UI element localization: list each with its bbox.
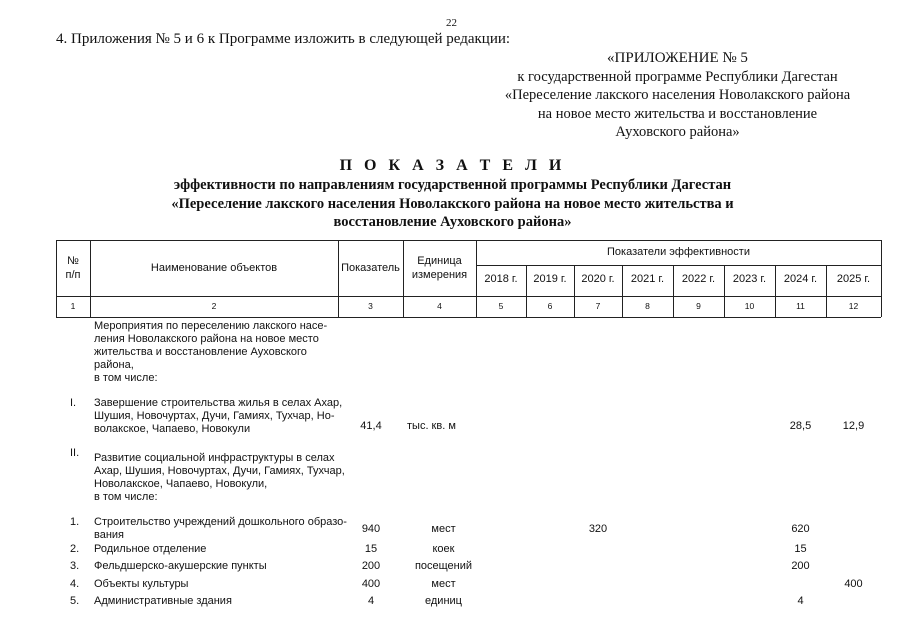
row-value-2024: 4 <box>797 595 804 607</box>
header-indicator: Показатель <box>341 262 400 274</box>
row-indicator: 4 <box>367 595 375 607</box>
header-num: № п/п <box>65 255 81 281</box>
measures-intro-text: Мероприятия по переселению лакского насе- ления Новолакского района на новое место жительства и восстановление Ауховского района, в том числе: <box>94 320 328 384</box>
header-group: Показатели эффективности <box>607 246 750 258</box>
appendix-line: на новое место жительства и восстановление <box>537 105 818 122</box>
title-heading: П О К А З А Т Е Л И <box>339 157 566 174</box>
header-bottom-border <box>56 296 881 297</box>
document-title <box>120 156 785 232</box>
title-line: восстановление Ауховского района» <box>333 214 572 230</box>
column-number: 8 <box>645 301 650 311</box>
header-year: 2020 г. <box>581 273 615 285</box>
column-number: 2 <box>211 301 217 311</box>
row-value-2024: 620 <box>791 523 810 535</box>
numbers-row-border <box>56 317 881 318</box>
row-name: Завершение строительства жилья в селах Ахар, Шушия, Новочуртах, Дучи, Гамиях, Тухчар, Но- волакское, Чапаево, Новокули <box>94 397 343 435</box>
appendix-line: Ауховского района» <box>615 124 740 140</box>
column-number: 6 <box>547 301 553 311</box>
table-right-border <box>881 240 882 317</box>
row-indicator: 200 <box>361 560 381 572</box>
group-header-divider <box>476 265 881 266</box>
row-number: 3. <box>70 560 80 572</box>
row-name: Родильное отделение <box>94 543 207 555</box>
column-number: 11 <box>796 301 805 311</box>
row-indicator: 15 <box>364 543 378 555</box>
row-value-2025: 400 <box>844 578 863 590</box>
title-line: эффективности по направлениям государственной программы Республики Дагестан <box>173 177 732 193</box>
row-number: II. <box>70 447 80 459</box>
page-number: 22 <box>446 17 457 29</box>
row-number: 5. <box>70 595 80 607</box>
column-number: 10 <box>744 301 755 311</box>
row-unit: мест <box>431 578 456 590</box>
column-number: 9 <box>696 301 701 311</box>
indicators-table <box>56 240 881 640</box>
header-year: 2025 г. <box>836 273 871 285</box>
row-value-2020: 320 <box>588 523 608 535</box>
column-number: 5 <box>498 301 504 311</box>
row-name: Строительство учреждений дошкольного образо- вания <box>94 516 347 541</box>
row-unit: коек <box>432 543 455 555</box>
row-number: 2. <box>70 543 80 555</box>
header-year: 2022 г. <box>681 273 716 285</box>
row-unit: тыс. кв. м <box>407 420 456 432</box>
appendix-line: «Переселение лакского населения Новолакского района <box>504 87 851 103</box>
table-top-border <box>56 240 881 241</box>
row-indicator: 940 <box>361 523 381 535</box>
row-name: Объекты культуры <box>94 578 189 590</box>
appendix-title: «ПРИЛОЖЕНИЕ № 5 <box>607 50 748 66</box>
row-name: Развитие социальной инфраструктуры в селах Ахар, Шушия, Новочуртах, Дучи, Гамиях, Тухчар, Новолакское, Чапаево, Новокули, в том числе: <box>94 452 345 503</box>
row-value-2024: 200 <box>791 560 810 572</box>
row-value-2025: 12,9 <box>842 420 865 432</box>
column-number: 7 <box>595 301 601 311</box>
row-name: Административные здания <box>94 595 232 607</box>
row-number: I. <box>70 397 77 409</box>
row-indicator: 400 <box>361 578 381 590</box>
header-year: 2021 г. <box>630 273 665 285</box>
header-year: 2024 г. <box>783 273 818 285</box>
title-line: «Переселение лакского населения Новолакского района на новое место жительства и <box>171 195 734 212</box>
appendix-header <box>430 49 905 142</box>
header-year: 2018 г. <box>484 273 518 285</box>
header-unit: Единица измерения <box>411 255 468 281</box>
row-indicator: 41,4 <box>360 420 382 432</box>
header-year: 2023 г. <box>732 273 767 285</box>
column-number: 4 <box>437 301 442 311</box>
row-unit: мест <box>431 523 456 535</box>
row-name: Фельдшерско-акушерские пункты <box>94 560 267 572</box>
row-number: 1. <box>70 516 80 528</box>
column-number: 12 <box>848 301 859 311</box>
header-name: Наименование объектов <box>150 262 278 274</box>
intro-line: 4. Приложения № 5 и 6 к Программе изложить в следующей редакции: <box>56 31 511 47</box>
header-year: 2019 г. <box>533 273 567 285</box>
appendix-line: к государственной программе Республики Дагестан <box>517 68 838 85</box>
column-number: 1 <box>70 301 76 311</box>
row-value-2024: 15 <box>794 543 807 555</box>
row-unit: посещений <box>414 560 473 572</box>
column-number: 3 <box>368 301 373 311</box>
row-number: 4. <box>70 578 80 590</box>
row-value-2024: 28,5 <box>789 420 812 432</box>
row-unit: единиц <box>425 595 462 607</box>
